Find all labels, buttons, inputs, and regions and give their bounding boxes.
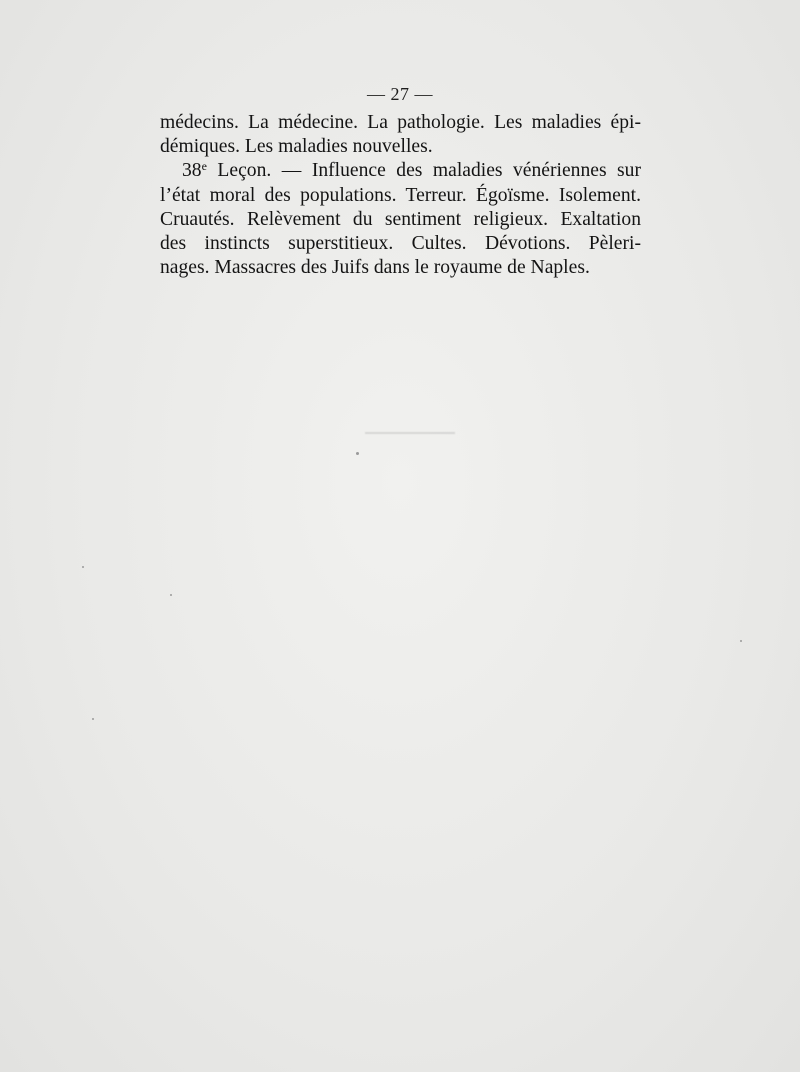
- text-line-1: médecins. La médecine. La pathologie. Les maladies épi-: [160, 112, 641, 133]
- text-line-7: nages. Massacres des Juifs dans le royaume de Naples.: [160, 257, 590, 279]
- text-line-6: des instincts superstitieux. Cultes. Dévotions. Pèleri-: [160, 233, 641, 255]
- paper-speck: [170, 594, 172, 596]
- page-number: — 27 —: [367, 84, 433, 104]
- lesson-heading: Leçon. — Influence des maladies vénériennes sur: [206, 160, 641, 182]
- show-through-texture: [150, 290, 670, 970]
- lesson-number: 38: [182, 160, 202, 182]
- paper-speck: [740, 640, 742, 642]
- body-text: [160, 111, 641, 280]
- text-line-4: l’état moral des populations. Terreur. Égoïsme. Isolement.: [160, 184, 641, 206]
- paper-speck: [82, 566, 84, 568]
- text-line-2: démiques. Les maladies nouvelles.: [160, 136, 433, 158]
- text-line-3: [160, 159, 641, 183]
- paper-speck: [92, 718, 94, 720]
- paper-speck: [356, 452, 359, 455]
- text-line-5: Cruautés. Relèvement du sentiment religieux. Exaltation: [160, 208, 641, 230]
- ordinal-superscript: e: [201, 159, 207, 174]
